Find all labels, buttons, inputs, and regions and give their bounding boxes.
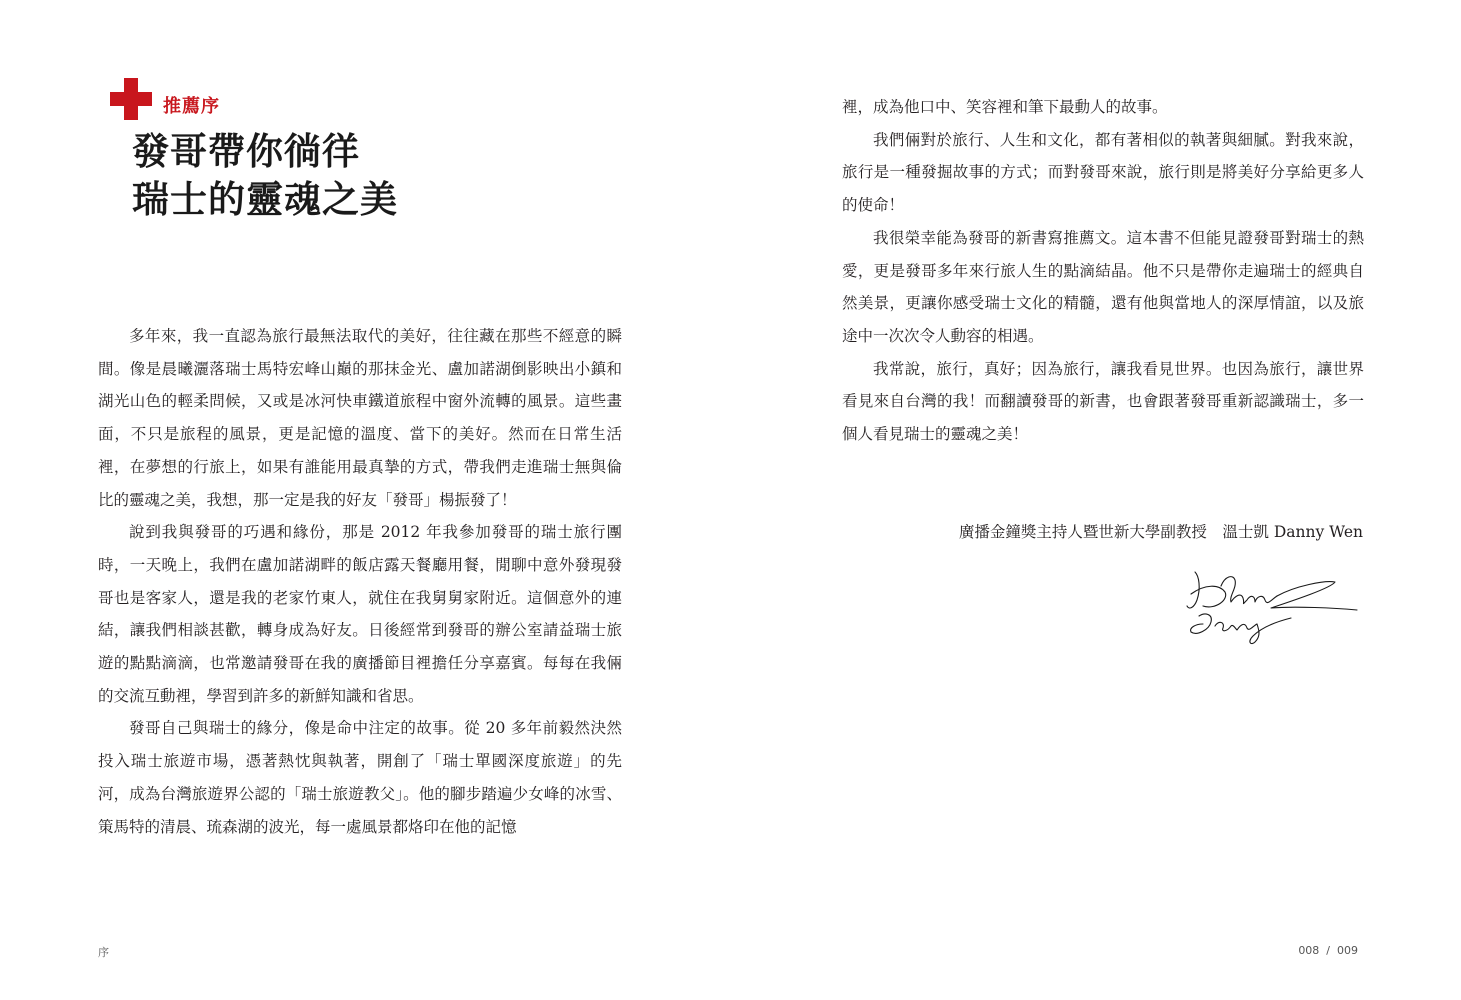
page-title xyxy=(132,128,398,224)
paragraph: 我常說，旅行，真好；因為旅行，讓我看見世界。也因為旅行，讓世界看見來自台灣的我！而翻讀發哥的新書，也會跟著發哥重新認識瑞士，多一個人看見瑞士的靈魂之美！ xyxy=(842,359,1364,444)
red-cross-icon xyxy=(110,78,152,120)
title-line-2: 瑞士的靈魂之美 xyxy=(132,178,398,221)
paragraph: 我很榮幸能為發哥的新書寫推薦文。這本書不但能見證發哥對瑞士的熱愛，更是發哥多年來行旅人生的點滴結晶。他不只是帶你走遍瑞士的經典自然美景，更讓你感受瑞士文化的精髓，還有他與當地人的深厚情誼，以及旅途中一次次令人動容的相遇。 xyxy=(842,228,1364,345)
left-page xyxy=(0,0,730,1000)
right-page xyxy=(730,0,1461,1000)
left-body-text xyxy=(98,320,622,843)
title-line-1: 發哥帶你徜徉 xyxy=(132,130,360,173)
paragraph: 多年來，我一直認為旅行最無法取代的美好，往往藏在那些不經意的瞬間。像是晨曦灑落瑞士馬特宏峰山巔的那抹金光、盧加諾湖倒影映出小鎮和湖光山色的輕柔問候，又或是冰河快車鐵道旅程中窗外流轉的風景。這些畫面，不只是旅程的風景，更是記憶的溫度、當下的美好。然而在日常生活裡，在夢想的行旅上，如果有誰能用最真摯的方式，帶我們走進瑞士無與倫比的靈魂之美，我想，那一定是我的好友「發哥」楊振發了！ xyxy=(98,327,622,509)
handwritten-signature xyxy=(1185,566,1363,646)
paragraph: 裡，成為他口中、笑容裡和筆下最動人的故事。 xyxy=(842,98,1168,116)
paragraph: 我們倆對於旅行、人生和文化，都有著相似的執著與細膩。對我來說，旅行是一種發掘故事的方式；而對發哥來說，旅行則是將美好分享給更多人的使命！ xyxy=(842,130,1364,215)
right-body-text xyxy=(842,91,1364,451)
author-credit: 廣播金鐘獎主持人暨世新大學副教授 溫士凱 Danny Wen xyxy=(958,523,1363,541)
page-numbers: 008 / 009 xyxy=(1298,944,1358,957)
section-label: 推薦序 xyxy=(163,96,220,117)
paragraph: 發哥自己與瑞士的緣分，像是命中注定的故事。從 20 多年前毅然決然投入瑞士旅遊市場，憑著熱忱與執著，開創了「瑞士單國深度旅遊」的先河，成為台灣旅遊界公認的「瑞士旅遊教父」。他的腳步踏遍少女峰的冰雪、策馬特的清晨、琉森湖的波光，每一處風景都烙印在他的記憶 xyxy=(98,719,622,836)
running-footer: 序 xyxy=(98,946,109,959)
paragraph: 說到我與發哥的巧遇和緣份，那是 2012 年我參加發哥的瑞士旅行團時，一天晚上，我們在盧加諾湖畔的飯店露天餐廳用餐，閒聊中意外發現發哥也是客家人，還是我的老家竹東人，就住在我舅舅家附近。這個意外的連結，讓我們相談甚歡，轉身成為好友。日後經常到發哥的辦公室請益瑞士旅遊的點點滴滴，也常邀請發哥在我的廣播節目裡擔任分享嘉賓。每每在我倆的交流互動裡，學習到許多的新鮮知識和省思。 xyxy=(98,523,622,705)
